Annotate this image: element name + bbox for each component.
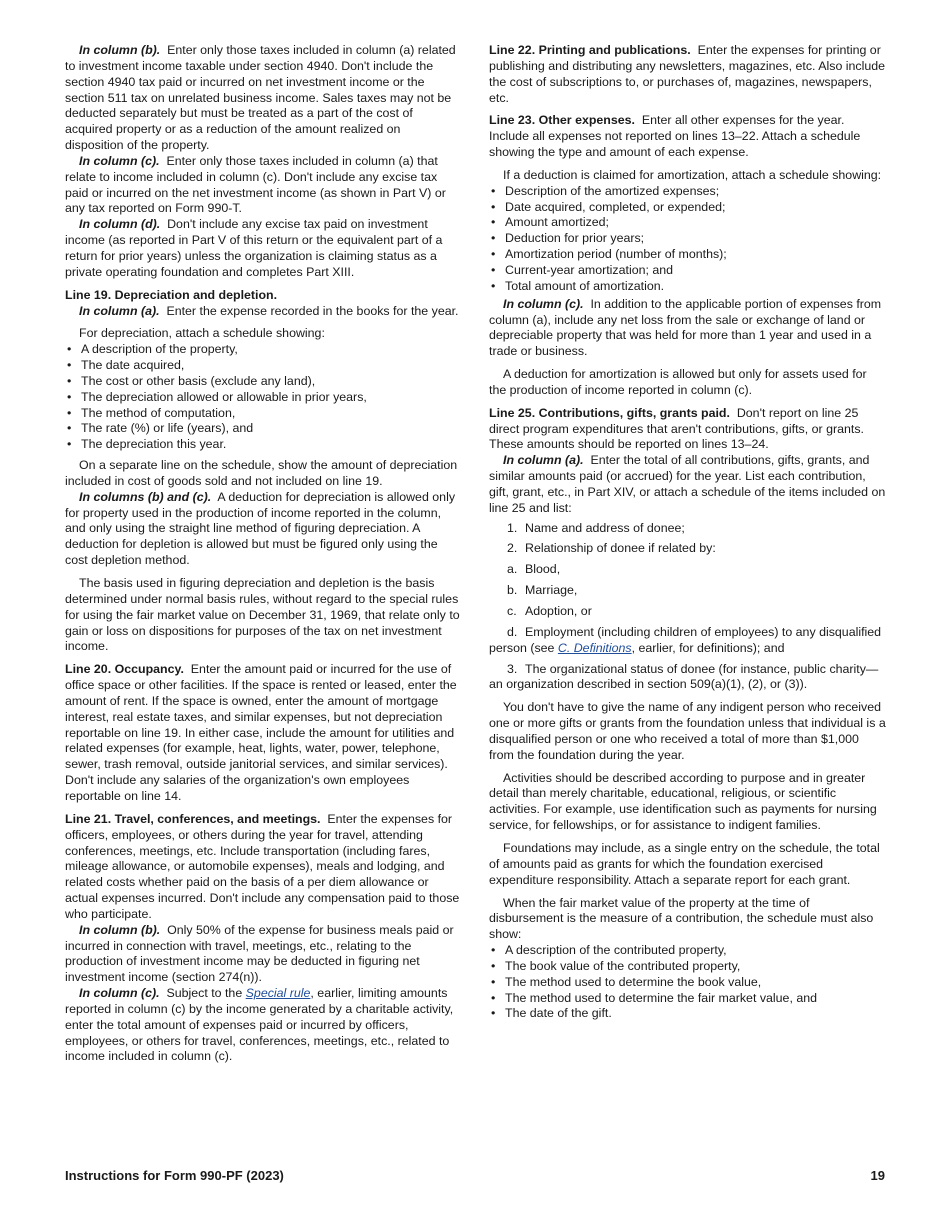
fmv-intro: When the fair market value of the property at the time of disbursement is the measure of a contribution, the schedule must also show: [489,895,874,942]
list-item: • The rate (%) or life (years), and [65,421,462,437]
line20-text: Enter the amount paid or incurred for the use of office space or other facilities. If the space is rented or leased, enter the amount of rent. If the space is owned, enter the amount of mortgage interest, real estate taxes, and similar expenses, but not depreciation reportable on line 19. In either case, include the amount for utilities and related expenses (for example, heat, lights, water, power, telephone, sewer, trash removal, outside janitorial services, and similar services). Don't include any salaries of the organization's own employees reportable on line 14. [65,662,457,803]
list-item: • Date acquired, completed, or expended; [489,200,886,216]
line25-col-a-text: Enter the total of all contributions, gifts, grants, and similar amounts paid (or accrued) for the year. List each contribution, gift, grant, etc., in Part XIV, or attach a schedule of the items included on line 25 and list: [489,453,886,515]
col-c-text: Enter only those taxes included in column (a) that relate to income included in column (c). Don't include any excise tax paid or incurred on the net investment income (as shown in Part V) or any tax reported on Form 990-T. [65,153,446,216]
line25-col-a-paragraph [489,453,886,516]
line21-text: Enter the expenses for officers, employees, or others during the year for travel, attending conferences, meetings, etc. Include transportation (including fares, mileage allowance, or automobile expenses), meals and lodging, and related costs whether paid on the basis of a per diem allowance or actual expenses incurred. Don't include any compensation paid to those who participate. [65,811,460,921]
line21-col-b-lead: In column (b). [79,922,161,937]
list-item: • The method used to determine the book value, [489,975,886,991]
line23-col-c-lead: In column (c). [503,296,584,311]
line20-heading: Line 20. Occupancy. [65,662,184,677]
left-column [65,43,462,1065]
line22-text: Enter the expenses for printing or publishing and distributing any newsletters, magazines, etc. Also include the cost of subscriptions to, or purchases of, magazines, newspapers, etc. [489,43,886,105]
amortization-intro: If a deduction is claimed for amortization, attach a schedule showing: [503,167,882,182]
col-d-lead: In column (d). [79,217,161,232]
col-b-text: Enter only those taxes included in column (a) related to investment income taxable under section 4940. Don't include the section 4940 tax paid or incurred on net investment income or the section 511 tax on unrelated business income. Sales taxes may not be deducted separately but must be treated as a part of the cost of acquired property or as a reduction of the amount realized on disposition of the property. [65,43,456,153]
amortization-allowed-paragraph: A deduction for amortization is allowed but only for assets used for the production of income reported in column (c). [489,367,867,397]
line21-col-c-pre: Subject to the [166,986,243,1001]
line25-text: Don't report on line 25 direct program expenditures that aren't contributions, gifts, or grants. These amounts should be reported on lines 13–24. [489,405,864,452]
list-item: • Current-year amortization; and [489,263,886,279]
list-item: • The method used to determine the fair market value, and [489,991,886,1007]
list-item: • The book value of the contributed property, [489,959,886,975]
line19-col-a-paragraph [65,304,462,320]
activities-paragraph: Activities should be described according to purpose and in greater detail than merely charitable, educational, religious, or scientific activities. For example, use identification such as payments for nursing service, for fellowships, or for assistance to indigent families. [489,770,877,833]
col-c-lead: In column (c). [79,153,160,168]
amortization-bullet-list [489,184,886,295]
line23-col-c-paragraph [489,297,886,360]
line19-schedule-intro: For depreciation, attach a schedule showing: [79,326,325,341]
list-item: • The date acquired, [65,358,462,374]
list-item: • The depreciation allowed or allowable in prior years, [65,390,462,406]
list-item: • Deduction for prior years; [489,231,886,247]
list-item-1: 1. Name and address of donee; [507,520,685,535]
list-item-2: 2. Relationship of donee if related by: [507,541,716,556]
col-d-taxes-paragraph [65,217,462,280]
list-item: • Description of the amortized expenses; [489,184,886,200]
list-item: • The cost or other basis (exclude any land), [65,374,462,390]
list-item: • The date of the gift. [489,1006,886,1022]
line25-paragraph [489,406,886,454]
line19-cols-bc-paragraph [65,490,462,569]
line19-cols-bc-text: A deduction for depreciation is allowed only for property used in the production of income reported in the column, and only using the straight line method of figuring depreciation. A deduction for depletion is allowed but must be figured only using the cost depletion method. [65,489,456,568]
foundations-paragraph: Foundations may include, as a single entry on the schedule, the total of amounts paid as grants for which the foundation exercised expenditure responsibility. Attach a separate report for each grant. [489,840,880,887]
list-item-c: c. Adoption, or [507,604,592,618]
line19-bullet-list [65,342,462,453]
line22-paragraph [489,43,886,106]
line21-col-c-post: , earlier, limiting amounts reported in column (c) by the income generated by a charitable activity, enter the total amount of expenses paid or incurred by officers, employees, or others for travel, conferences, meetings, etc., related to income included in column (c). [65,986,454,1064]
line21-col-b-paragraph [65,923,462,986]
line23-text: Enter all other expenses for the year. Include all expenses not reported on lines 13–22. Attach a schedule showing the type and amount of each expense. [489,113,861,160]
line19-separate-line-paragraph: On a separate line on the schedule, show the amount of depreciation included in cost of goods sold and not included on line 19. [65,458,458,488]
line23-col-c-text: In addition to the applicable portion of expenses from column (a), include any net loss from the sale or exchange of land or depreciable property that was held for more than 1 year and used in a trade or business. [489,296,882,359]
line19-col-a-lead: In column (a). [79,303,160,318]
list-item: • Amortization period (number of months); [489,247,886,263]
right-column [489,43,886,1027]
list-item-d: d. Employment (including children of employees) to any disqualified person (see C. Definitions, earlier, for definitions); and [489,624,882,655]
list-item: • Total amount of amortization. [489,279,886,295]
col-b-lead: In column (b). [79,43,161,57]
line25-col-a-lead: In column (a). [503,453,584,468]
list-item-b: b. Marriage, [507,583,578,598]
col-d-text: Don't include any excise tax paid on investment income (as reported in Part V of this return or the equivalent part of a return for prior years) unless the organization is claiming status as a private operating foundation and completes Part XIII. [65,217,443,279]
line23-heading: Line 23. Other expenses. [489,113,635,128]
line21-paragraph [65,812,462,923]
list-item-a: a. Blood, [507,562,561,577]
line19-col-a-text: Enter the expense recorded in the books for the year. [166,303,459,318]
list-item-3: 3. The organizational status of donee (for instance, public charity—an organization described in section 509(a)(1), (2), or (3)). [489,661,879,692]
list-item: • The depreciation this year. [65,437,462,453]
col-b-taxes-paragraph [65,43,462,154]
fmv-bullet-list [489,943,886,1022]
line21-col-c-lead: In column (c). [79,986,160,1001]
list-item: • A description of the contributed property, [489,943,886,959]
col-c-taxes-paragraph [65,154,462,217]
line22-heading: Line 22. Printing and publications. [489,43,691,57]
line20-paragraph [65,662,462,805]
list-item: • A description of the property, [65,342,462,358]
list-item: • Amount amortized; [489,215,886,231]
line19-heading: Line 19. Depreciation and depletion. [65,287,278,302]
line25-heading: Line 25. Contributions, gifts, grants paid. [489,405,730,420]
line19-basis-paragraph: The basis used in figuring depreciation and depletion is the basis determined under normal basis rules, without regard to the special rules for using the fair market value on December 31, 1969, that relate only to gain or loss on dispositions for purposes of the tax on net investment income. [65,576,460,654]
special-rule-link[interactable]: Special rule [245,986,311,1001]
page-number: 19 [870,1168,885,1183]
line19-cols-bc-lead: In columns (b) and (c). [79,489,212,504]
list-item: • The method of computation, [65,406,462,422]
c-definitions-link[interactable]: C. Definitions [557,640,632,655]
line21-col-b-text: Only 50% of the expense for business meals paid or incurred in connection with travel, meetings, etc., relating to the production of investment income may be deducted in figuring net investment income (section 274(n)). [65,922,454,985]
line23-paragraph [489,113,886,161]
line21-col-c-paragraph [65,986,462,1065]
footer-form-title: Instructions for Form 990-PF (2023) [65,1168,284,1183]
indigent-paragraph: You don't have to give the name of any indigent person who received one or more gifts or grants from the foundation unless that individual is a disqualified person or one who received a total of more than $1,000 from the foundation during the year. [489,700,886,762]
line21-heading: Line 21. Travel, conferences, and meetings. [65,811,321,826]
